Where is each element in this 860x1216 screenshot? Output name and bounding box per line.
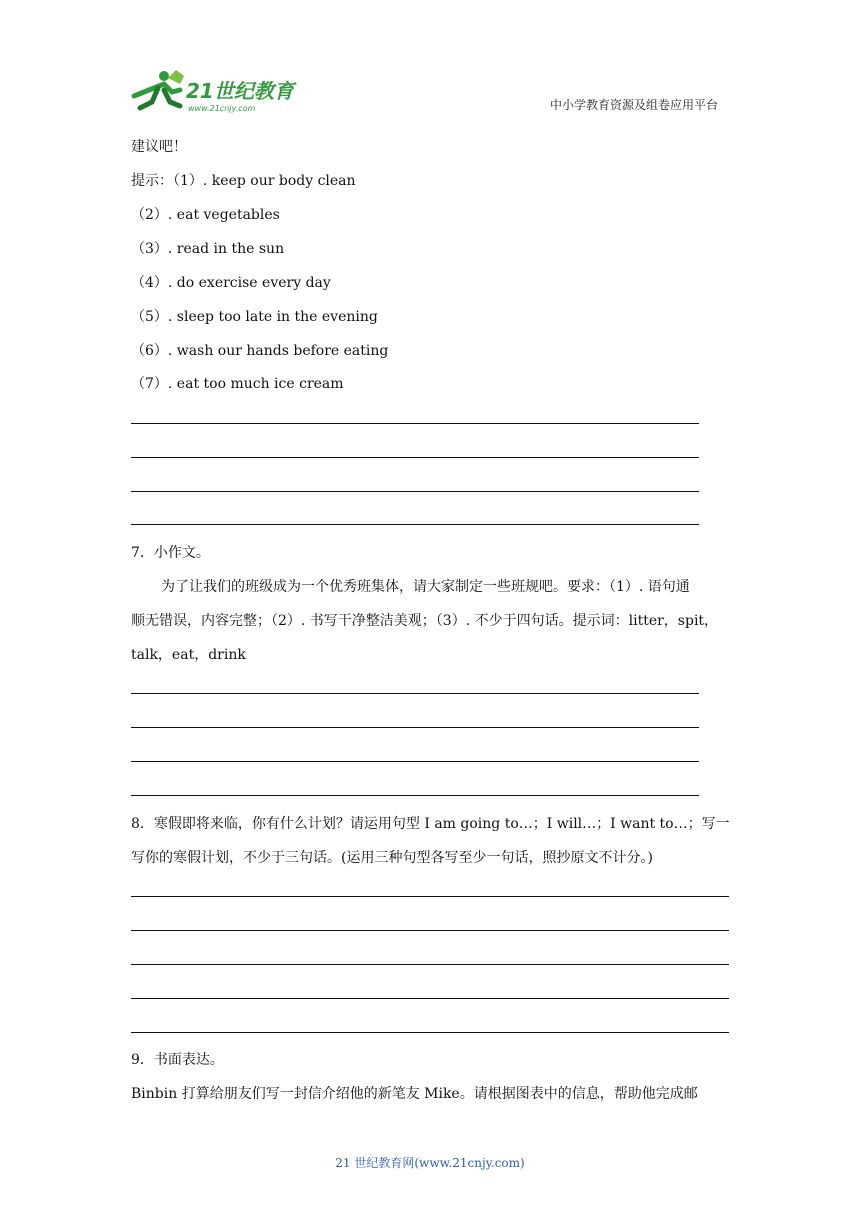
hint-item: （5）. sleep too late in the evening <box>131 309 378 325</box>
brand-logo <box>124 66 304 116</box>
question-7-body-line2: 顺无错误，内容完整；（2）. 书写干净整洁美观；（3）. 不少于四句话。提示词：litter，spit， <box>131 613 719 629</box>
answer-line[interactable] <box>131 693 699 694</box>
platform-name: 中小学教育资源及组卷应用平台 <box>550 98 719 112</box>
question-7-title: 7．小作文。 <box>131 545 210 561</box>
question-7-body-line1: 为了让我们的班级成为一个优秀班集体，请大家制定一些班规吧。要求：（1）. 语句通 <box>161 579 690 595</box>
hint-item: （7）. eat too much ice cream <box>131 376 344 392</box>
answer-line[interactable] <box>131 964 729 965</box>
answer-line[interactable] <box>131 1032 729 1033</box>
answer-line[interactable] <box>131 524 699 525</box>
question-9-title: 9．书面表达。 <box>131 1052 224 1068</box>
runner-icon <box>134 70 184 108</box>
logo-text: 21世纪教育 <box>186 79 294 103</box>
hint-item: （6）. wash our hands before eating <box>131 343 389 359</box>
question-8-line1: 8．寒假即将来临，你有什么计划？请运用句型 I am going to…；I will…；I want to…；写一 <box>131 816 730 832</box>
hint-item: 提示：（1）. keep our body clean <box>131 173 356 189</box>
answer-line[interactable] <box>131 930 729 931</box>
closing-text: 建议吧！ <box>131 139 187 155</box>
hint-item: （4）. do exercise every day <box>131 275 331 291</box>
answer-line[interactable] <box>131 491 699 492</box>
hint-item: （3）. read in the sun <box>131 241 285 257</box>
footer-link[interactable]: 21 世纪教育网(www.21cnjy.com) <box>335 1156 525 1170</box>
answer-line[interactable] <box>131 423 699 424</box>
answer-line[interactable] <box>131 998 729 999</box>
logo-url: www.21cnjy.com <box>188 104 256 113</box>
question-9-line1: Binbin 打算给朋友们写一封信介绍他的新笔友 Mike。请根据图表中的信息，帮助他完成邮 <box>131 1086 698 1102</box>
answer-line[interactable] <box>131 761 699 762</box>
question-7-body-line3: talk，eat，drink <box>131 647 246 663</box>
answer-line[interactable] <box>131 457 699 458</box>
hint-item: （2）. eat vegetables <box>131 207 280 223</box>
question-8-line2: 写你的寒假计划，不少于三句话。(运用三种句型各写至少一句话，照抄原文不计分。) <box>131 850 653 866</box>
answer-line[interactable] <box>131 727 699 728</box>
answer-line[interactable] <box>131 896 729 897</box>
answer-line[interactable] <box>131 795 699 796</box>
